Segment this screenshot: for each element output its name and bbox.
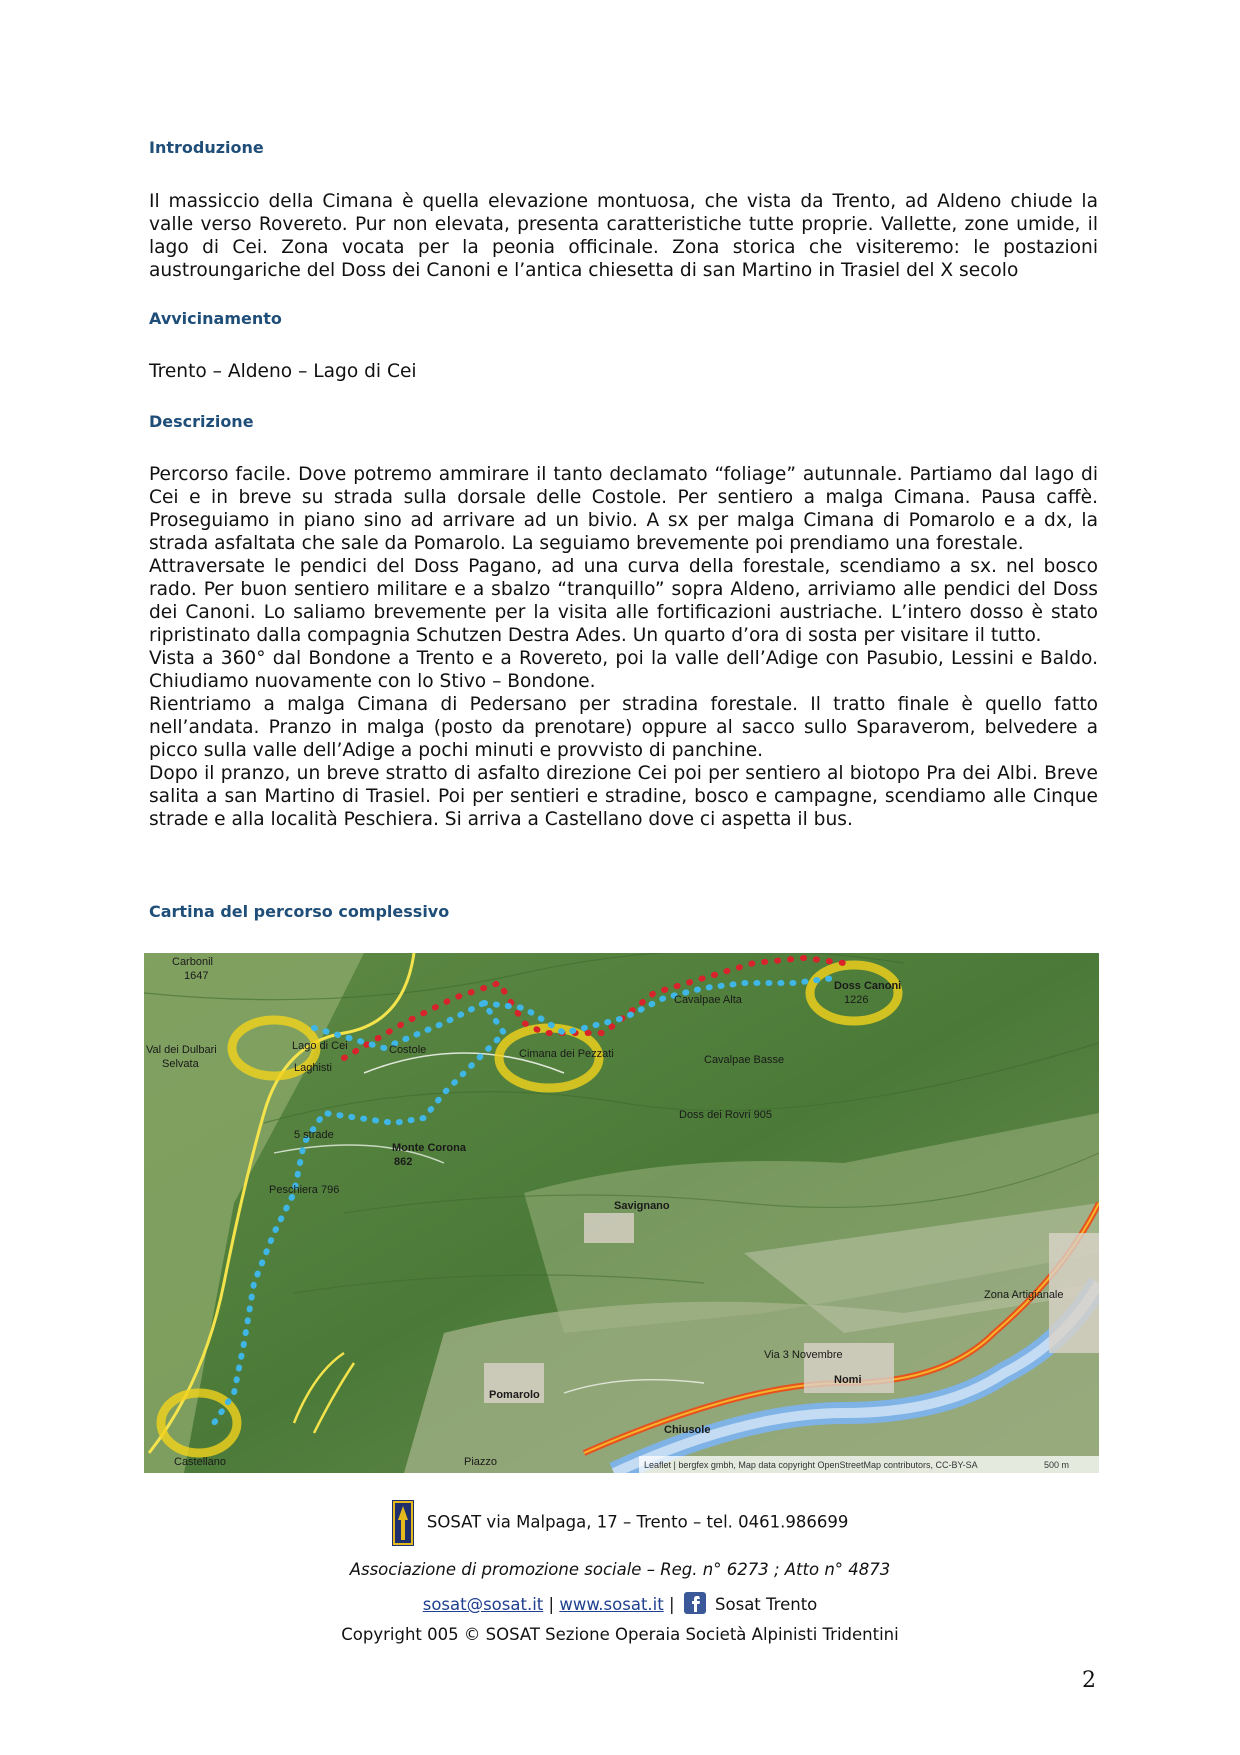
heading-avvicinamento: Avvicinamento xyxy=(149,309,282,328)
map-label-cavalpae-basse: Cavalpae Basse xyxy=(704,1054,785,1066)
map-label-monte-corona: Monte Corona xyxy=(392,1142,466,1154)
map-label-castellano: Castellano xyxy=(174,1456,226,1468)
sosat-logo-icon xyxy=(392,1500,414,1546)
description-paragraph-5: Dopo il pranzo, un breve stratto di asfalto direzione Cei poi per sentiero al biotopo Pra dei Albi. Breve salita a san Martino di Trasiel. Poi per sentieri e stradine, bosco e campagne, scendiamo alle Cinque strade e alla località Peschiera. Si arriva a Castellano dove ci aspetta il bus. xyxy=(149,763,1098,830)
map-label-chiusole: Chiusole xyxy=(664,1424,711,1436)
intro-paragraph: Il massiccio della Cimana è quella elevazione montuosa, che vista da Trento, ad Aldeno chiude la valle verso Rovereto. Pur non elevata, presenta caratteristiche tutte proprie. Vallette, zone umide, il lago di Cei. Zona vocata per la peonia officinale. Zona storica che visiteremo: le postazioni austroungariche del Doss dei Canoni e l’antica chiesetta di san Martino in Trasiel del X secolo xyxy=(149,191,1098,281)
description-text xyxy=(149,463,1098,831)
map-label-doss-canoni-alt: 1226 xyxy=(844,994,869,1006)
facebook-icon[interactable] xyxy=(684,1592,706,1614)
description-paragraph-4: Rientriamo a malga Cimana di Pedersano per stradina forestale. Il tratto finale è quello fatto nell’andata. Pranzo in malga (posto da prenotare) oppure al sacco sullo Sparaverom, belvedere a picco sulla valle dell’Adige a pochi minuti e provvisto di panchine. xyxy=(149,694,1098,761)
description-paragraph-1: Percorso facile. Dove potremo ammirare il tanto declamato “foliage” autunnale. Partiamo dal lago di Cei e in breve su strada sulla dorsale delle Costole. Per sentiero a malga Cimana. Pausa caffè. Proseguiamo in piano sino ad arrivare ad un bivio. A sx per malga Cimana di Pomarolo e a dx, la strada asfaltata che sale da Pomarolo. La seguiamo brevemente poi prendiamo una forestale. xyxy=(149,464,1098,554)
map-label-nomi: Nomi xyxy=(834,1374,862,1386)
map-label-lago-cei: Lago di Cei xyxy=(292,1040,348,1052)
map-label-selvata: Selvata xyxy=(162,1058,199,1070)
footer-copyright: Copyright 005 © SOSAT Sezione Operaia Società Alpinisti Tridentini xyxy=(341,1625,899,1644)
map-scale: 500 m xyxy=(1044,1460,1070,1470)
map-label-carbonil-alt: 1647 xyxy=(184,970,209,982)
approach-paragraph: Trento – Aldeno – Lago di Cei xyxy=(149,361,417,382)
footer-separator: | xyxy=(668,1595,675,1614)
map-label-peschiera: Peschiera 796 xyxy=(269,1184,340,1196)
page-number: 2 xyxy=(1082,1668,1096,1693)
heading-cartina: Cartina del percorso complessivo xyxy=(149,902,450,921)
route-map xyxy=(144,953,1099,1473)
map-label-cimana: Cimana dei Pezzati xyxy=(519,1048,614,1060)
map-label-monte-corona-alt: 862 xyxy=(394,1156,413,1168)
footer-contacts-row xyxy=(0,1592,1240,1614)
map-label-laghisti: Laghisti xyxy=(294,1062,332,1074)
map-label-cinque-strade: 5 strade xyxy=(294,1129,334,1141)
footer-address-row xyxy=(0,1500,1240,1546)
heading-introduzione: Introduzione xyxy=(149,138,264,157)
map-label-piazzo: Piazzo xyxy=(464,1456,498,1468)
facebook-label[interactable]: Sosat Trento xyxy=(715,1595,818,1614)
description-paragraph-3: Vista a 360° dal Bondone a Trento e a Rovereto, poi la valle dell’Adige con Pasubio, Lessini e Baldo. Chiudiamo nuovamente con lo Stivo – Bondone. xyxy=(149,648,1098,692)
map-label-savignano: Savignano xyxy=(614,1200,670,1212)
map-label-doss-rovri: Doss dei Rovri 905 xyxy=(679,1109,772,1121)
map-label-val-dulbar: Val dei Dulbari xyxy=(146,1044,217,1056)
map-label-doss-canoni: Doss Canoni xyxy=(834,980,902,992)
footer-separator: | xyxy=(548,1595,555,1614)
footer-address: SOSAT via Malpaga, 17 – Trento – tel. 0461.986699 xyxy=(426,1512,849,1532)
map-label-zona-artigianale: Zona Artigianale xyxy=(984,1289,1064,1301)
map-label-costole: Costole xyxy=(389,1044,427,1056)
map-label-carbonil: Carbonil xyxy=(172,956,213,968)
heading-descrizione: Descrizione xyxy=(149,412,254,431)
website-link[interactable]: www.sosat.it xyxy=(559,1595,664,1614)
map-attribution: Leaflet | bergfex gmbh, Map data copyright OpenStreetMap contributors, CC-BY-SA xyxy=(644,1460,978,1470)
footer-association: Associazione di promozione sociale – Reg. n° 6273 ; Atto n° 4873 xyxy=(349,1560,891,1579)
route-map-graphic xyxy=(144,953,1099,1473)
description-paragraph-2: Attraversate le pendici del Doss Pagano, ad una curva della forestale, scendiamo a sx. nel bosco rado. Per buon sentiero militare e a sbalzo “tranquillo” sopra Aldeno, arriviamo alle pendici del Doss dei Canoni. Lo saliamo brevemente per la visita alle fortificazioni austriache. L’intero dosso è stato ripristinato dalla compagnia Schutzen Destra Ades. Un quarto d’ora di sosta per visitare il tutto. xyxy=(149,556,1098,646)
map-label-pomarolo: Pomarolo xyxy=(489,1389,540,1401)
map-label-cavalpae-alta: Cavalpae Alta xyxy=(674,994,742,1006)
email-link[interactable]: sosat@sosat.it xyxy=(422,1595,544,1614)
map-label-via-novembre: Via 3 Novembre xyxy=(764,1349,843,1361)
